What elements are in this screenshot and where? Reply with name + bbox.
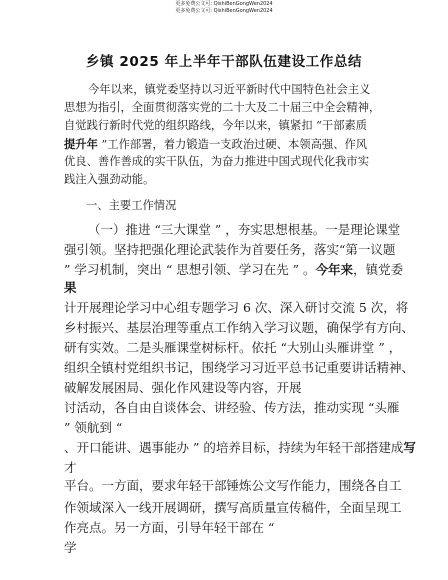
paragraph-line: 思想为指引，全面贯彻落实党的二十大及二十届三中全会精神， <box>64 101 381 114</box>
header-note-line-1: 更多免费公文可: QishiBenGongWen2024 <box>175 1 273 7</box>
paragraph-line: 强引领。坚持把强化理论武装作为首要任务，落实“第一议题 <box>64 242 396 257</box>
paragraph-line: 乡村振兴、基层治理等重点工作纳入学习议题，确保学有方向、 <box>64 320 415 335</box>
section-heading: 一、主要工作情况 <box>86 199 177 212</box>
paragraph-line: 作领域深入一线开展调研，撰写高质量宣传稿件，全面呈现工 <box>64 500 402 515</box>
paragraph-line: 才 <box>64 460 77 475</box>
paragraph-line: 研有实效。二是头雁课堂树标杆。依托 “大别山头雁讲堂 ” ， <box>64 340 402 355</box>
paragraph-line: 、开口能讲、遇事能办 ” 的培养目标，持续为年轻干部搭建成写 <box>64 440 416 455</box>
paragraph-line: 破解发展困局、强化作风建设等内容，开展 <box>64 380 302 395</box>
paragraph-line: 自觉践行新时代党的组织路线，今年以来，镇紧扣 “干部素质 <box>64 119 368 132</box>
paragraph-line: 果 <box>64 280 77 295</box>
paragraph-line: 组织全镇村党组织书记，围绕学习习近平总书记重要讲话精神、 <box>64 360 415 375</box>
paragraph-line: （一）推进 “三大课堂 ” ，夯实思想根基。一是理论课堂 <box>88 222 401 237</box>
paragraph-line: 学 <box>64 540 77 555</box>
paragraph-line: ” 学习机制，突出 “ 思想引领、学习在先 ” 。今年来，镇党委 <box>64 262 404 277</box>
paragraph-line: 优良、善作善成的实干队伍，为奋力推进中国式现代化我市实 <box>64 155 370 168</box>
paragraph-line: 提升年 ”工作部署，着力锻造一支政治过硬、本领高强、作风 <box>64 137 368 151</box>
document-title: 乡镇 2025 年上半年干部队伍建设工作总结 <box>85 54 363 70</box>
paragraph-line: 平台。一方面，要求年轻干部锤炼公文写作能力，围绕各自工 <box>64 478 402 493</box>
paragraph-line: 计开展理论学习中心组专题学习 6 次、深入研讨交流 5 次，将 <box>64 300 409 315</box>
paragraph-line: 作亮点。另一方面，引导年轻干部在 “ <box>64 520 275 535</box>
paragraph-line: ” 领航到 “ <box>64 420 123 435</box>
header-note-line-2: 更多免费公文可: QishiBenGongWen2024 <box>175 8 273 14</box>
paragraph-line: 讨活动，各自由自谈体会、讲经验、传方法，推动实现 “头雁 <box>64 400 400 415</box>
paragraph-line: 践注入强劲动能。 <box>64 173 155 186</box>
paragraph-line: 今年以来，镇党委坚持以习近平新时代中国特色社会主义 <box>88 83 371 96</box>
